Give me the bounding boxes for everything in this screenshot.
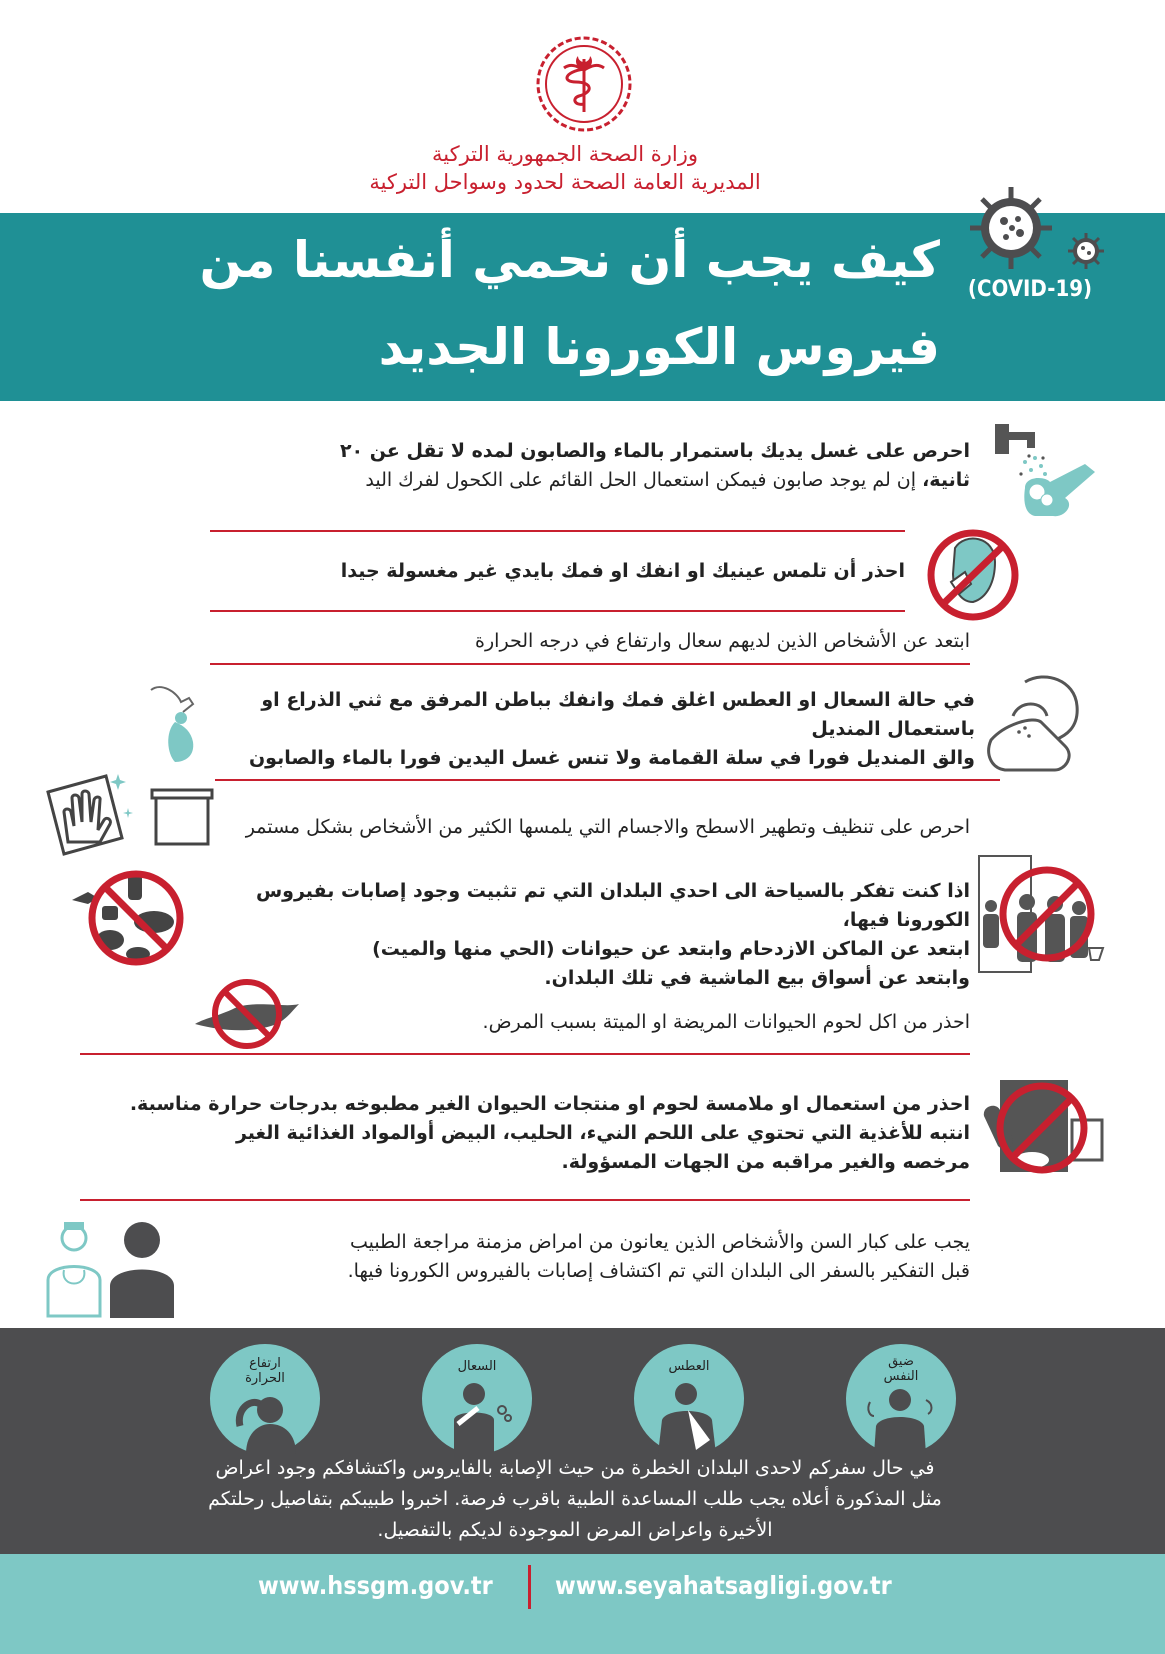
symptom-fever-label: ارتفاع الحرارة xyxy=(245,1356,285,1386)
virus-icon xyxy=(968,185,1054,271)
symptom-breath xyxy=(846,1344,956,1454)
symptom-breath-label: ضيق النفس xyxy=(883,1354,919,1384)
tip-handwash-rest: إن لم يوجد صابون فيمكن استعمال الحل القائم على الكحول لفرك اليد xyxy=(365,469,923,491)
tip-clean-surfaces: احرص على تنظيف وتطهير الاسطح والاجسام التي يلمسها الكثير من الأشخاص بشكل مستمر xyxy=(245,816,970,838)
ministry-logo-icon xyxy=(534,34,634,134)
travel-advice xyxy=(140,1453,1010,1546)
no-animals-icon xyxy=(68,866,192,970)
travel-advice-line3: الأخيرة واعراض المرض الموجودة لديكم بالتفصيل. xyxy=(377,1519,773,1541)
tissue-drop-icon xyxy=(145,682,205,766)
divider xyxy=(210,610,905,612)
tip-travel-line3: وابتعد عن أسواق بيع الماشية في تلك البلدان. xyxy=(544,967,970,989)
tip-elderly xyxy=(200,1228,970,1286)
tip-raw-food-line3: مرخصه والغير مراقبه من الجهات المسؤولة. xyxy=(561,1151,970,1173)
tip-travel xyxy=(195,877,970,993)
tip-raw-food-line1: احذر من استعمال او ملامسة لحوم او منتجات الحيوان الغير مطبوخه بدرجات حرارة مناسبة. xyxy=(129,1093,970,1115)
cleaning-glove-icon xyxy=(44,768,134,860)
sneeze-icon xyxy=(652,1380,728,1454)
handwash-icon xyxy=(995,418,1100,530)
tip-handwash-line1: احرص على غسل يديك باستمرار بالماء والصابون لمده لا تقل عن ٢٠ xyxy=(339,440,970,462)
cough-icon xyxy=(444,1380,514,1454)
divider xyxy=(210,530,905,532)
tip-handwash xyxy=(240,437,970,495)
no-dead-bird-icon xyxy=(195,978,305,1050)
ministry-name xyxy=(300,140,830,196)
footer-link-seyahatsagligi[interactable]: www.seyahatsagligi.gov.tr xyxy=(555,1571,892,1600)
symptom-fever xyxy=(210,1344,320,1454)
footer-link-hssgm[interactable]: www.hssgm.gov.tr xyxy=(258,1571,493,1600)
tip-handwash-line2 xyxy=(240,466,970,495)
doctor-patient-icon xyxy=(44,1218,180,1322)
virus-small-icon xyxy=(1067,232,1105,270)
fever-icon xyxy=(230,1386,300,1454)
footer xyxy=(0,1554,1165,1654)
ministry-line2: المديرية العامة الصحة لحدود وسواحل التركية xyxy=(369,170,761,194)
tip-sick-animals: احذر من اكل لحوم الحيوانات المريضة او الميتة بسبب المرض. xyxy=(482,1011,970,1033)
symptom-cough xyxy=(422,1344,532,1454)
symptom-sneeze-label: العطس xyxy=(668,1359,710,1374)
no-crowd-icon xyxy=(975,852,1115,976)
no-raw-meat-icon xyxy=(982,1076,1112,1180)
tip-cough-cover xyxy=(220,686,975,773)
tip-raw-food-line2: انتبه للأغذية التي تحتوي على اللحم النيء، الحليب، البيض أوالمواد الغذائية الغير xyxy=(235,1122,970,1144)
tip-travel-line2: ابتعد عن الماكن الازدحام وابتعد عن حيوانات (الحي منها والميت) xyxy=(372,938,970,960)
tip-raw-food xyxy=(80,1090,970,1177)
tip-travel-line1: اذا كنت تفكر بالسياحة الى احدي البلدان التي تم تثبيت وجود إصابات بفيروس الكورونا فيها، xyxy=(255,880,970,931)
footer-separator xyxy=(528,1565,531,1609)
tip-elderly-line2: قبل التفكير بالسفر الى البلدان التي تم اكتشاف إصابات بالفيروس الكورونا فيها. xyxy=(347,1260,970,1282)
tissue-bin-icon xyxy=(150,788,214,846)
cough-elbow-icon xyxy=(985,670,1103,780)
tip-avoid-sick: ابتعد عن الأشخاص الذين لديهم سعال وارتفاع في درجه الحرارة xyxy=(475,630,970,652)
title-line2: فيروس الكورونا الجديد xyxy=(378,318,940,376)
divider xyxy=(215,779,1000,781)
symptom-sneeze xyxy=(634,1344,744,1454)
divider xyxy=(210,663,970,665)
ministry-line1: وزارة الصحة الجمهورية التركية xyxy=(432,142,698,166)
travel-advice-line1: في حال سفركم لاحدى البلدان الخطرة من حيث الإصابة بالفايروس واكتشافكم وجود اعراض xyxy=(215,1457,935,1479)
symptom-cough-label: السعال xyxy=(457,1359,497,1374)
covid-label: (COVID-19) xyxy=(967,277,1093,302)
divider xyxy=(80,1199,970,1201)
travel-advice-line2: مثل المذكورة أعلاه يجب طلب المساعدة الطبية باقرب فرصة. اخبروا طبيبكم بتفاصيل رحلتكم xyxy=(208,1488,942,1510)
tip-cough-cover-line2: والق المنديل فورا في سلة القمامة ولا تنس غسل اليدين فورا بالماء والصابون xyxy=(248,747,975,769)
tip-no-touch-face: احذر أن تلمس عينيك او انفك او فمك بايدي غير مغسولة جيدا xyxy=(340,560,905,582)
divider xyxy=(80,1053,970,1055)
tip-handwash-bold: ثانية، xyxy=(922,469,970,491)
tip-elderly-line1: يجب على كبار السن والأشخاص الذين يعانون من امراض مزمنة مراجعة الطبيب xyxy=(349,1231,970,1253)
breath-icon xyxy=(866,1386,938,1454)
no-touch-face-icon xyxy=(925,528,1021,622)
tip-cough-cover-line1: في حالة السعال او العطس اغلق فمك وانفك بباطن المرفق مع ثني الذراع او باستعمال المنديل xyxy=(261,689,975,740)
title-line1: كيف يجب أن نحمي أنفسنا من xyxy=(199,231,940,289)
